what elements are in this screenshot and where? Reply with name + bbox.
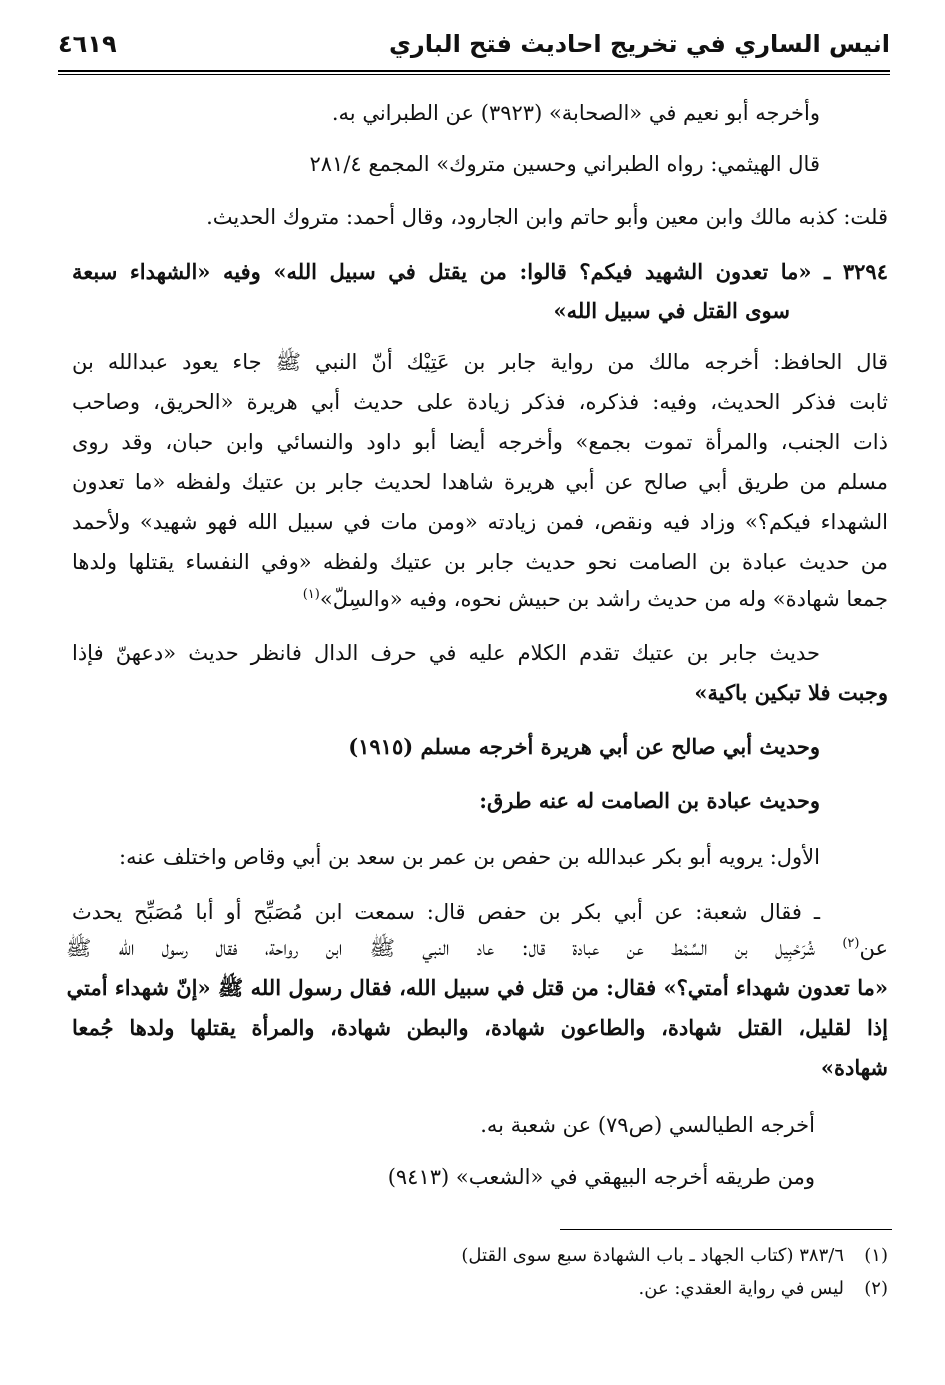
text-line: وحديث عبادة بن الصامت له عنه طرق: <box>479 788 820 813</box>
text-segment: شهادة» <box>820 1055 888 1080</box>
text-line: وحديث أبي صالح عن أبي هريرة أخرجه مسلم (١٩١٥) <box>348 734 820 759</box>
footnote-number: (١) <box>864 1245 888 1266</box>
footnote-text: ٣٨٣/٦ (كتاب الجهاد ـ باب الشهادة سبع سوى القتل) <box>461 1245 844 1266</box>
commentary-line: الشهداء فيكم؟» وزاد فيه ونقص، فمن زيادته «ومن مات في سبيل الله فهو شهيد» ولأحمد <box>72 510 888 534</box>
text-line: إذا لقليل، القتل شهادة، والطاعون شهادة، والبطن شهادة، والمرأة يقتلها ولدها جُمعا <box>72 1015 888 1040</box>
hadith-heading-continued: سوى القتل في سبيل الله» <box>553 298 790 323</box>
running-header <box>58 28 890 68</box>
text-line <box>821 1053 888 1083</box>
header-rule <box>58 70 890 75</box>
footnote <box>461 1243 888 1269</box>
footnote-ref: (١) <box>302 587 320 602</box>
text-line: أخرجه الطيالسي (ص٧٩) عن شعبة به. <box>480 1113 815 1137</box>
text-line: قلت: كذبه مالك وابن معين وأبو حاتم وابن الجارود، وقال أحمد: متروك الحديث. <box>206 205 888 229</box>
text-line: وأخرجه أبو نعيم في «الصحابة» (٣٩٢٣) عن الطبراني به. <box>331 101 820 125</box>
text-line: ـ فقال شعبة: عن أبي بكر بن حفص قال: سمعت ابن مُصَبِّح أو أبا مُصَبِّح يحدث <box>72 900 820 924</box>
hadith-heading: ٣٢٩٤ ـ «ما تعدون الشهيد فيكم؟ قالوا: من يقتل في سبيل الله» وفيه «الشهداء سبعة <box>72 259 888 284</box>
commentary-line: ذات الجنب، والمرأة تموت بجمع» وأخرجه أيضا أبو داود والنسائي وابن حبان، وقد روى <box>72 430 888 454</box>
footnote <box>639 1276 888 1302</box>
footnote-text: ليس في رواية العقدي: عن. <box>638 1278 844 1299</box>
text-line: قال الهيثمي: رواه الطبراني وحسين متروك» المجمع ٢٨١/٤ <box>309 152 820 176</box>
text-line: حديث جابر بن عتيك تقدم الكلام عليه في حرف الدال فانظر حديث «دعهنّ فإذا <box>72 641 820 665</box>
commentary-line: مسلم من طريق أبي صالح عن أبي هريرة شاهدا لحديث جابر بن عتيك ولفظه «ما تعدون <box>72 470 888 494</box>
book-title: انيس الساري في تخريج احاديث فتح الباري <box>388 30 890 58</box>
footnote-ref: (٢) <box>842 936 860 951</box>
text-line: الأول: يرويه أبو بكر عبدالله بن حفص بن عمر بن سعد بن أبي وقاص واختلف عنه: <box>119 845 820 869</box>
text-line <box>66 933 888 963</box>
text-line: ومن طريقه أخرجه البيهقي في «الشعب» (٩٤١٣) <box>387 1165 815 1189</box>
text-segment: شُرَحْبِيل بن السِّمْط عن عبادة قال: عاد النبي ﷺ ابن رواحة، فقال رسول الله ﷺ <box>66 936 843 960</box>
text-segment <box>66 936 888 960</box>
text-segment: عن <box>859 936 888 960</box>
page-number: ٤٦١٩ <box>58 30 117 58</box>
commentary-line-end <box>303 584 888 614</box>
commentary-line: ثابت فذكر الحديث، وفيه: فذكره، فذكر زيادة على حديث أبي هريرة «الحريق، وصاحب <box>72 390 888 414</box>
text-line: «ما تعدون شهداء أمتي؟» فقال: من قتل في سبيل الله، فقال رسول الله ﷺ «إنّ شهداء أمتي <box>66 975 888 1000</box>
commentary-line: قال الحافظ: أخرجه مالك من رواية جابر بن عَتِيْك أنّ النبي ﷺ جاء يعود عبدالله بن <box>72 350 888 374</box>
footnote-rule <box>560 1229 892 1230</box>
commentary-line: من حديث عبادة بن الصامت نحو حديث جابر بن عتيك ولفظه «وفي النفساء يقتلها ولدها <box>72 550 888 574</box>
footnote-number: (٢) <box>864 1278 888 1299</box>
text-line: وجبت فلا تبكين باكية» <box>694 680 888 705</box>
commentary-text: جمعا شهادة» وله من حديث راشد بن حبيش نحوه، وفيه «والسِلّ» <box>319 587 888 611</box>
